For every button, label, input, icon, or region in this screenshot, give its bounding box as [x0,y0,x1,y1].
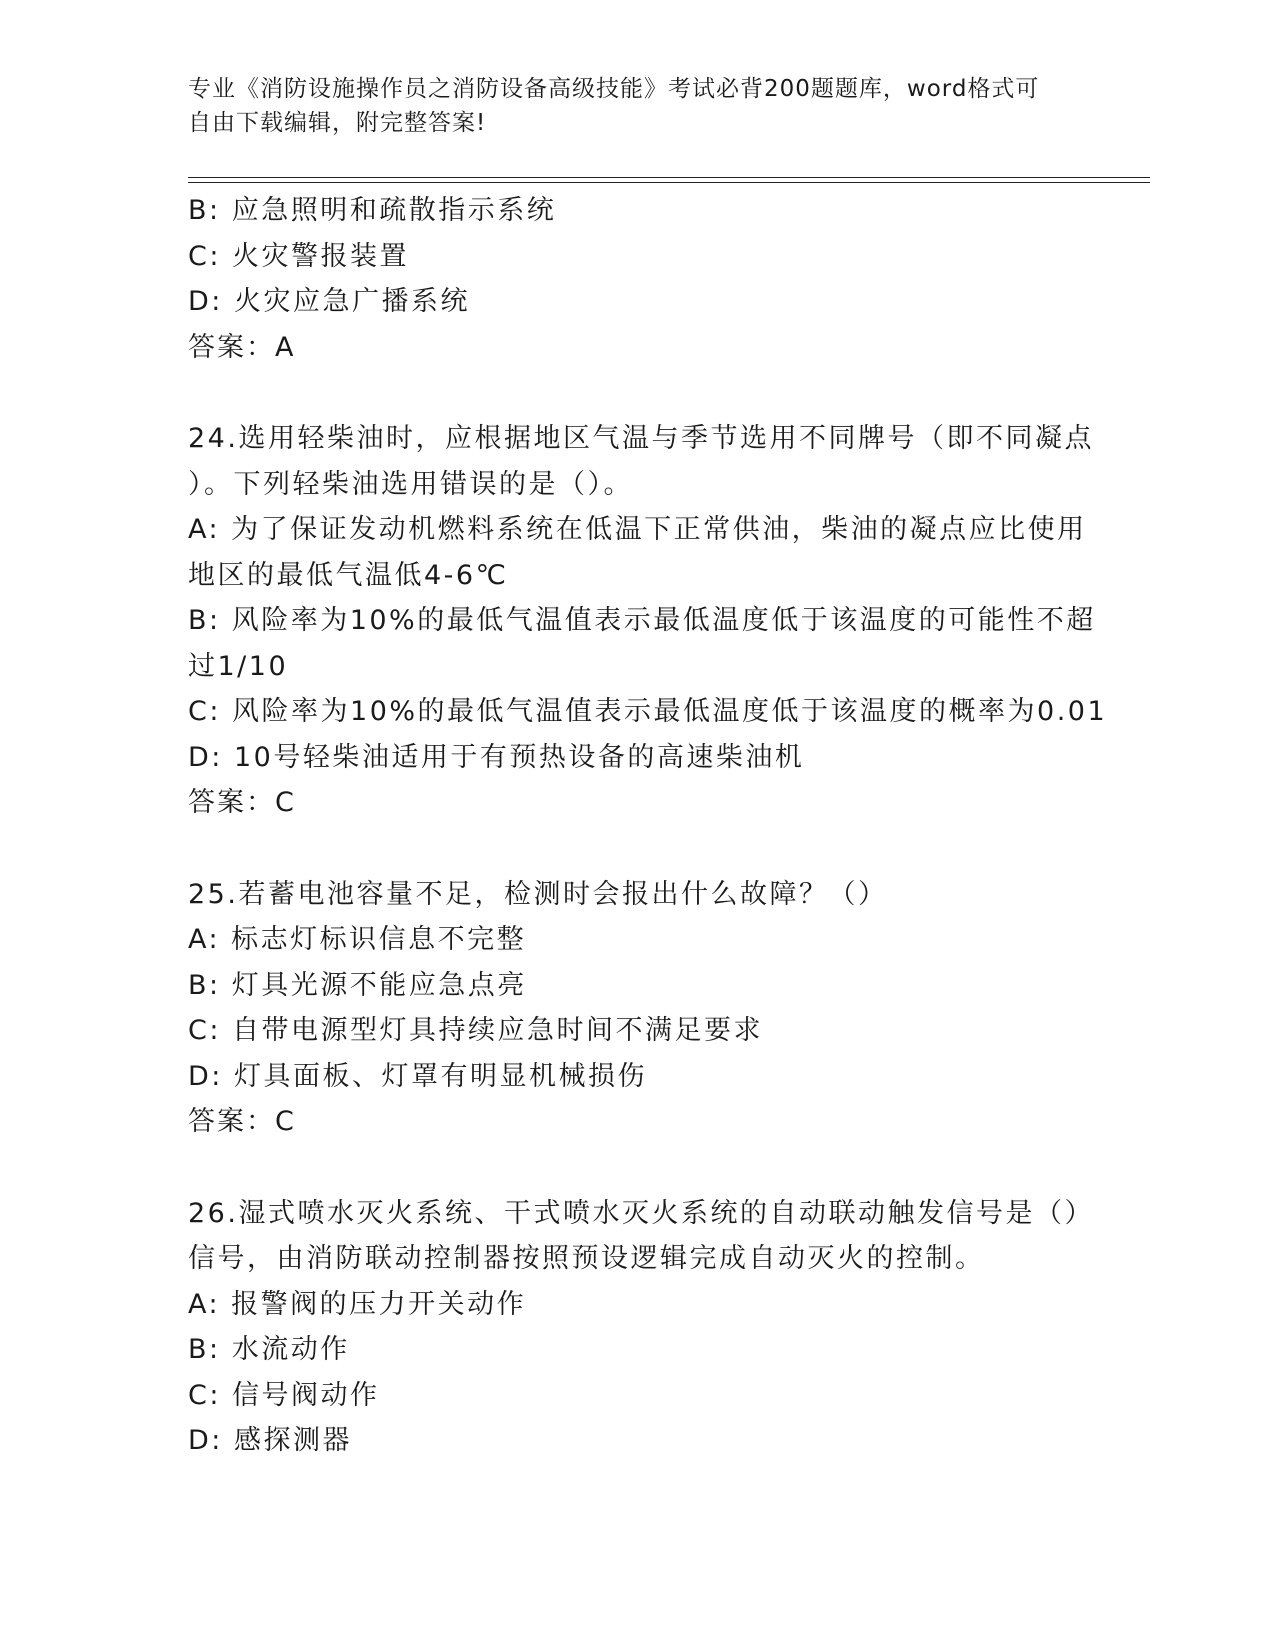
question-25 [188,872,1068,1145]
option-d: D: 灯具面板、灯罩有明显机械损伤 [188,1060,647,1092]
option-b-line2: 过1/10 [188,650,289,682]
option-b-line1: B: 风险率为10%的最低气温值表示最低温度低于该温度的可能性不超 [188,605,1096,636]
option-a: A: 报警阀的压力开关动作 [188,1288,527,1320]
question-list [188,188,1108,1464]
option-c: C: 火灾警报装置 [188,240,410,272]
question-stem-line1: 26.湿式喷水灭火系统、干式喷水灭火系统的自动联动触发信号是（） [188,1197,1094,1229]
question-stem-line2: ）。下列轻柴油选用错误的是（）。 [188,468,633,500]
option-a-line2: 地区的最低气温低4-6℃ [188,559,509,591]
spacer [188,826,1068,872]
header-divider [188,177,1150,183]
option-d: D: 感探测器 [188,1425,352,1456]
spacer [188,1145,1068,1191]
header-title-line1: 专业《消防设施操作员之消防设备高级技能》考试必背200题题库，word格式可 [188,76,1040,102]
option-b: B: 水流动作 [188,1334,350,1365]
question-stem-line2: 信号，由消防联动控制器按照预设逻辑完成自动灭火的控制。 [188,1243,985,1274]
header-title-line2: 自由下载编辑，附完整答案! [188,110,487,136]
question-24 [188,416,1108,826]
option-c: C: 自带电源型灯具持续应急时间不满足要求 [188,1015,764,1046]
answer-line: 答案：C [188,1106,296,1137]
option-b: B: 应急照明和疏散指示系统 [188,195,557,226]
answer-line: 答案：C [188,787,296,818]
previous-question-tail [188,188,1068,370]
option-c: C: 信号阀动作 [188,1379,380,1411]
spacer [188,370,1068,416]
document-header [188,72,1068,140]
option-a: A: 标志灯标识信息不完整 [188,924,527,955]
option-d: D: 10号轻柴油适用于有预热设备的高速柴油机 [188,741,805,773]
option-b: B: 灯具光源不能应急点亮 [188,969,527,1001]
question-stem-line1: 24.选用轻柴油时，应根据地区气温与季节选用不同牌号（即不同凝点 [188,423,1094,454]
question-stem: 25.若蓄电池容量不足，检测时会报出什么故障？（） [188,878,888,910]
answer-line: 答案：A [188,331,296,363]
option-d: D: 火灾应急广播系统 [188,286,470,317]
question-26 [188,1191,1094,1464]
option-a-line1: A: 为了保证发动机燃料系统在低温下正常供油，柴油的凝点应比使用 [188,514,1087,545]
option-c: C: 风险率为10%的最低气温值表示最低温度低于该温度的概率为0.01 [188,696,1108,727]
